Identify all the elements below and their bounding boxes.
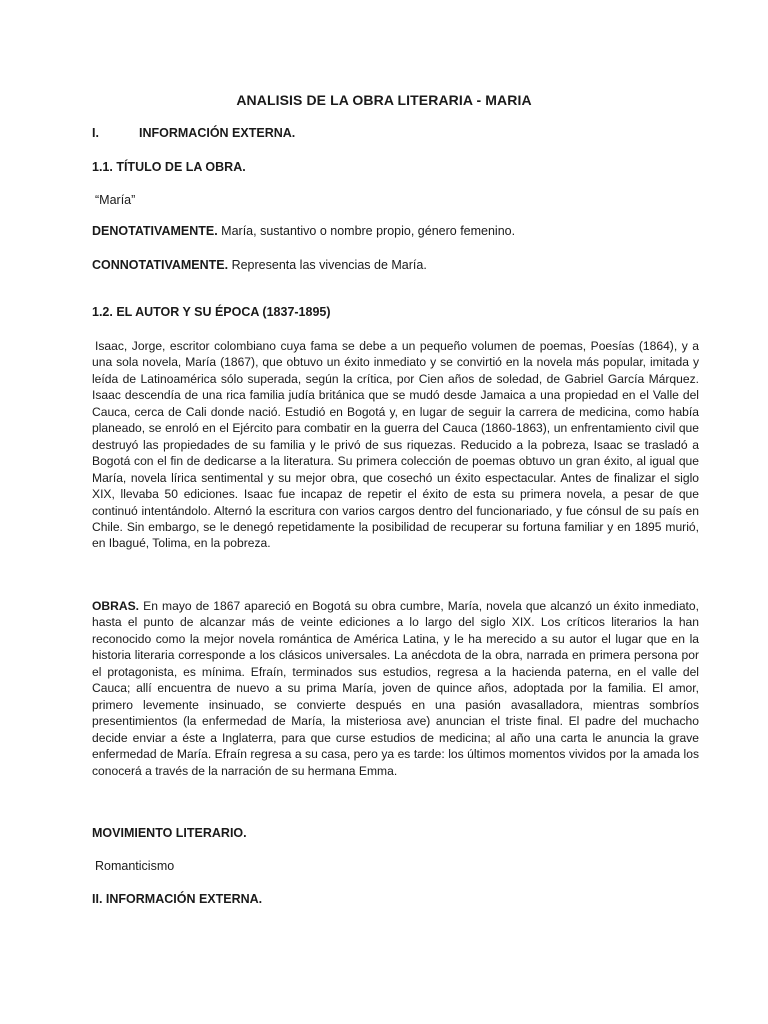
section-1-number: I. [92, 126, 99, 140]
denotative-label: DENOTATIVAMENTE. [92, 224, 218, 238]
section-1-label: INFORMACIÓN EXTERNA. [139, 126, 296, 140]
section-2-heading: II. INFORMACIÓN EXTERNA. [92, 892, 263, 906]
connotative-text: Representa las vivencias de María. [228, 258, 427, 272]
document-title: ANALISIS DE LA OBRA LITERARIA - MARIA [236, 92, 532, 108]
connotative-label: CONNOTATIVAMENTE. [92, 258, 229, 272]
work-title: “María” [95, 193, 136, 207]
literary-movement-heading: MOVIMIENTO LITERARIO. [92, 826, 247, 840]
connotative-line [92, 258, 427, 272]
section-1-heading [92, 126, 295, 140]
works-text: En mayo de 1867 apareció en Bogotá su obra cumbre, María, novela que alcanzó un éxito inmediato, hasta el punto de alcanzar más de veinte ediciones a lo largo del siglo XIX. Los críticos literarios la han reconocido como la mejor novela romántica de América Latina, y le ha merecido a su autor el lugar que en la historia literaria corresponde a los clásicos universales. La anécdota de la obra, narrada en primera persona por el protagonista, es mínima. Efraín, terminados sus estudios, regresa a la hacienda paterna, en el valle del Cauca; allí encuentra de nuevo a su prima María, joven de quince años, adoptada por la familia. El amor, primero levemente insinuado, se convierte después en una pasión avasalladora, mientras sombríos presentimientos (la enfermedad de María, la misteriosa ave) anuncian el triste final. El padre del muchacho decide enviar a éste a Inglaterra, para que curse estudios de medicina; al año una carta le anuncia la grave enfermedad de María. Efraín regresa a su casa, pero ya es tarde: los últimos momentos vividos por la amada los conocerá a través de la narración de su hermana Emma. [92, 599, 699, 778]
works-paragraph [92, 598, 699, 779]
subsection-1-2-heading: 1.2. EL AUTOR Y SU ÉPOCA (1837-1895) [92, 305, 331, 319]
denotative-line [92, 224, 515, 238]
works-label: OBRAS. [92, 599, 140, 613]
author-biography-paragraph: Isaac, Jorge, escritor colombiano cuya fama se debe a un pequeño volumen de poemas, Poesías (1864), y a una sola novela, María (1867), que obtuvo un éxito inmediato y se convirtió en la novela más popular, imitada y leída de Latinoamérica sólo superada, según la crítica, por Cien años de soledad, de Gabriel García Márquez. Isaac descendía de una rica familia judía británica que se mudó desde Jamaica a una propiedad en el Valle del Cauca, cerca de Cali donde nació. Estudió en Bogotá y, en lugar de seguir la carrera de medicina, como había planeado, se enroló en el Ejército para combatir en la guerra del Cauca (1860-1863), un enfrentamiento civil que destruyó las propiedades de su familia y le privó de sus riquezas. Reducido a la pobreza, Isaac se trasladó a Bogotá con el fin de dedicarse a la literatura. Su primera colección de poemas obtuvo un gran éxito, al igual que María, novela lírica sentimental y su mejor obra, que cosechó un éxito espectacular. Antes de finalizar el siglo XIX, llevaba 50 ediciones. Isaac fue incapaz de repetir el éxito de esta su primera novela, a pesar de que continuó intentándolo. Alternó la escritura con varios cargos dentro del funcionariado, y fue cónsul de su país en Chile. Sin embargo, se le denegó repetidamente la posibilidad de recuperar su fortuna familiar y en 1895 murió, en Ibagué, Tolima, en la pobreza. [92, 339, 699, 551]
subsection-1-1-heading: 1.1. TÍTULO DE LA OBRA. [92, 160, 246, 174]
denotative-text: María, sustantivo o nombre propio, género femenino. [217, 224, 516, 238]
literary-movement-value: Romanticismo [95, 859, 175, 873]
